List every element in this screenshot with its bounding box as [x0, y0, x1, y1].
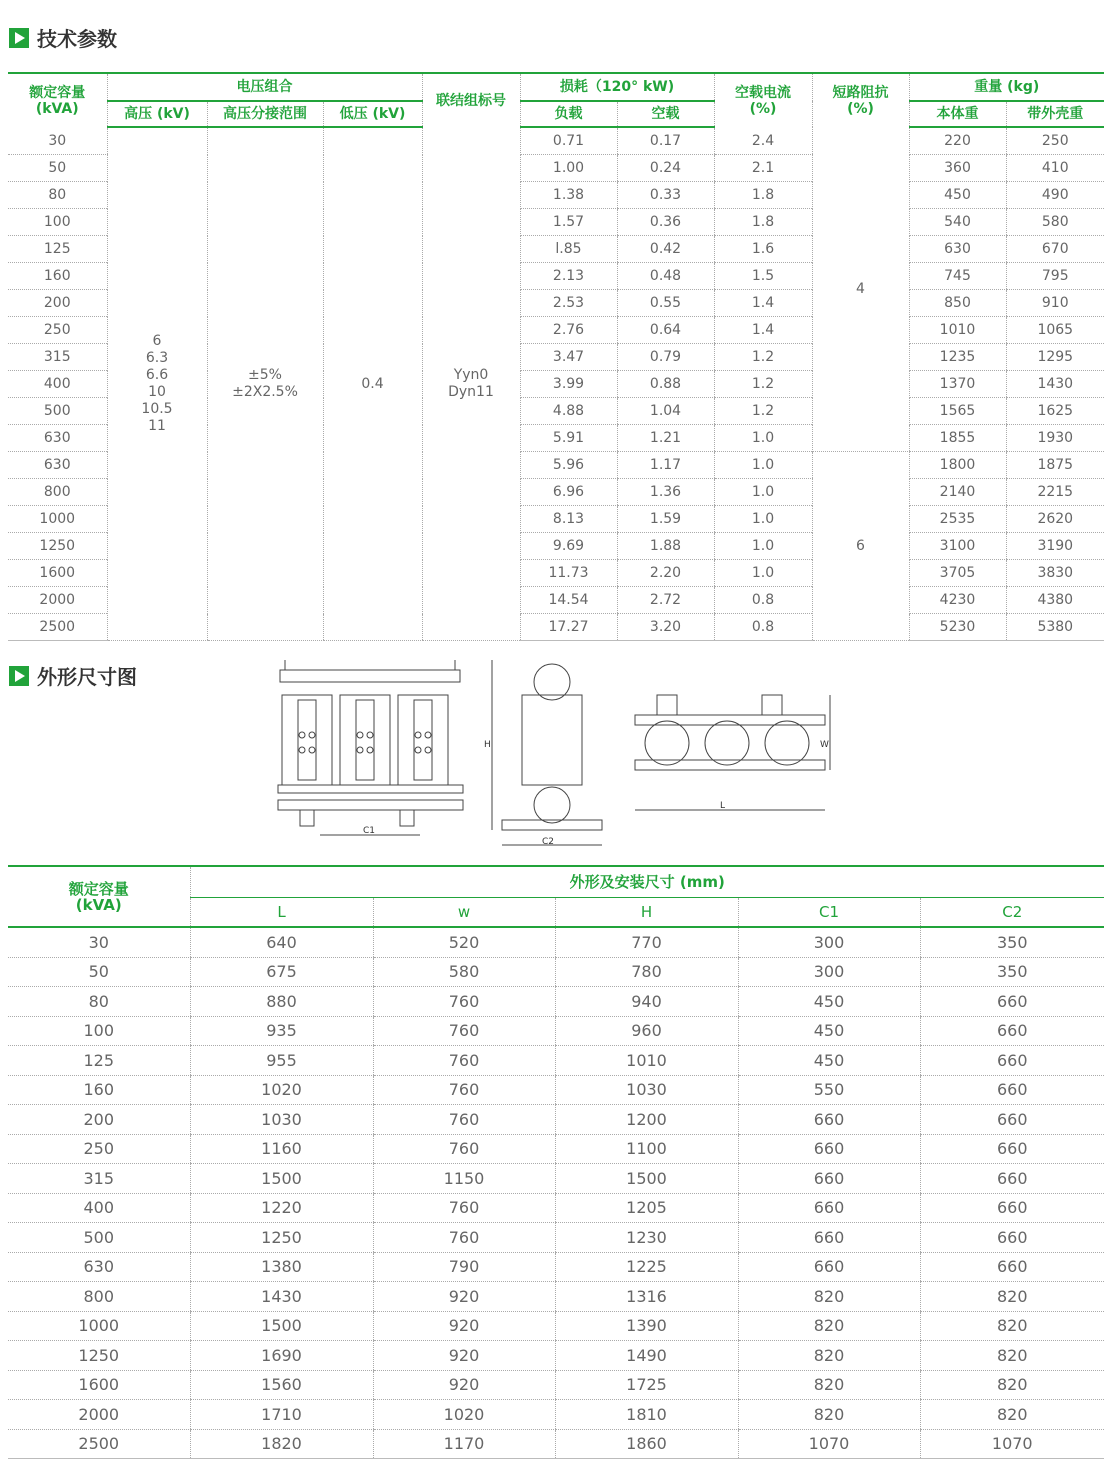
dim-L-cell: 1560 [190, 1370, 373, 1400]
dim-L-cell: 1710 [190, 1400, 373, 1430]
header-loss-group: 损耗（120° kW) [520, 73, 714, 101]
load-loss-cell: 1.38 [520, 182, 617, 209]
noload-current-cell: 1.8 [714, 209, 812, 236]
table-row [8, 1193, 1104, 1223]
shell-weight-cell: 3190 [1006, 533, 1104, 560]
dim-L-cell: 1430 [190, 1282, 373, 1312]
header-noload-current: 空载电流 (%) [714, 73, 812, 127]
body-weight-cell: 745 [909, 263, 1006, 290]
noload-current-cell: 1.0 [714, 425, 812, 452]
dim-w-cell: 760 [373, 1016, 555, 1046]
noload-current-cell: 1.4 [714, 290, 812, 317]
front-view-drawing [278, 660, 463, 835]
dim-w-cell: 790 [373, 1252, 555, 1282]
body-weight-cell: 450 [909, 182, 1006, 209]
capacity-cell: 1250 [8, 533, 107, 560]
dim-H-cell: 780 [555, 957, 738, 987]
header-noload-loss: 空载 [617, 101, 714, 127]
capacity-cell: 250 [8, 1134, 190, 1164]
body-weight-cell: 360 [909, 155, 1006, 182]
body-weight-cell: 630 [909, 236, 1006, 263]
dim-H-cell: 1725 [555, 1370, 738, 1400]
table-row [8, 1400, 1104, 1430]
dim-C1-cell: 1070 [738, 1429, 920, 1459]
transformer-outline-drawings [270, 655, 850, 855]
shell-weight-cell: 250 [1006, 127, 1104, 155]
body-weight-cell: 1800 [909, 452, 1006, 479]
noload-current-cell: 1.0 [714, 560, 812, 587]
header-capacity: 额定容量 (kVA) [8, 866, 190, 927]
body-weight-cell: 1370 [909, 371, 1006, 398]
capacity-cell: 100 [8, 1016, 190, 1046]
dim-C1-cell: 820 [738, 1341, 920, 1371]
shell-weight-cell: 1430 [1006, 371, 1104, 398]
dim-C2-cell: 660 [920, 1164, 1104, 1194]
load-loss-cell: 4.88 [520, 398, 617, 425]
noload-current-cell: 0.8 [714, 614, 812, 641]
dim-H-cell: 1200 [555, 1105, 738, 1135]
dim-L-cell: 1820 [190, 1429, 373, 1459]
load-loss-cell: 3.47 [520, 344, 617, 371]
noload-current-cell: 1.2 [714, 398, 812, 425]
dim-C1-cell: 300 [738, 957, 920, 987]
dim-H-cell: 1500 [555, 1164, 738, 1194]
capacity-cell: 500 [8, 1223, 190, 1253]
dim-w-cell: 920 [373, 1282, 555, 1312]
dim-w-cell: 580 [373, 957, 555, 987]
table-row [8, 1164, 1104, 1194]
capacity-cell: 500 [8, 398, 107, 425]
dim-C2-cell: 660 [920, 1075, 1104, 1105]
noload-loss-cell: 0.36 [617, 209, 714, 236]
dim-C2-cell: 660 [920, 987, 1104, 1017]
dim-C2-cell: 660 [920, 1016, 1104, 1046]
body-weight-cell: 3100 [909, 533, 1006, 560]
noload-current-cell: 1.2 [714, 371, 812, 398]
dim-C1-cell: 660 [738, 1105, 920, 1135]
capacity-cell: 630 [8, 452, 107, 479]
dim-C2-cell: 820 [920, 1400, 1104, 1430]
body-weight-cell: 1855 [909, 425, 1006, 452]
body-weight-cell: 4230 [909, 587, 1006, 614]
play-triangle-icon [9, 28, 29, 48]
dim-C2-cell: 660 [920, 1105, 1104, 1135]
dim-C2-cell: 820 [920, 1370, 1104, 1400]
shell-weight-cell: 1930 [1006, 425, 1104, 452]
shell-weight-cell: 1625 [1006, 398, 1104, 425]
noload-current-cell: 1.0 [714, 479, 812, 506]
dim-label-w: W [820, 740, 829, 750]
shell-weight-cell: 795 [1006, 263, 1104, 290]
table-row [8, 1370, 1104, 1400]
noload-current-cell: 1.0 [714, 533, 812, 560]
dim-H-cell: 1810 [555, 1400, 738, 1430]
dim-C1-cell: 550 [738, 1075, 920, 1105]
capacity-cell: 630 [8, 1252, 190, 1282]
dim-C2-cell: 660 [920, 1223, 1104, 1253]
header-body-weight: 本体重 [909, 101, 1006, 127]
side-view-drawing [492, 660, 602, 845]
table-row [8, 987, 1104, 1017]
capacity-cell: 1000 [8, 506, 107, 533]
body-weight-cell: 850 [909, 290, 1006, 317]
capacity-cell: 100 [8, 209, 107, 236]
header-L: L [190, 898, 373, 928]
section-title-dimensions [9, 661, 137, 690]
table-row [8, 957, 1104, 987]
noload-current-cell: 1.2 [714, 344, 812, 371]
table-row [8, 1075, 1104, 1105]
capacity-cell: 1600 [8, 1370, 190, 1400]
body-weight-cell: 5230 [909, 614, 1006, 641]
capacity-cell: 800 [8, 1282, 190, 1312]
dim-L-cell: 675 [190, 957, 373, 987]
dim-w-cell: 520 [373, 927, 555, 957]
header-dims-group: 外形及安装尺寸 (mm) [190, 866, 1104, 898]
lv-value-cell: 0.4 [323, 127, 422, 641]
noload-loss-cell: 0.79 [617, 344, 714, 371]
load-loss-cell: l.85 [520, 236, 617, 263]
shell-weight-cell: 3830 [1006, 560, 1104, 587]
body-weight-cell: 3705 [909, 560, 1006, 587]
noload-loss-cell: 1.21 [617, 425, 714, 452]
body-weight-cell: 220 [909, 127, 1006, 155]
dim-C2-cell: 820 [920, 1282, 1104, 1312]
dim-w-cell: 920 [373, 1311, 555, 1341]
load-loss-cell: 5.96 [520, 452, 617, 479]
dim-L-cell: 1030 [190, 1105, 373, 1135]
dim-w-cell: 760 [373, 1223, 555, 1253]
table-row [8, 1223, 1104, 1253]
dim-H-cell: 1230 [555, 1223, 738, 1253]
load-loss-cell: 8.13 [520, 506, 617, 533]
capacity-cell: 50 [8, 957, 190, 987]
dim-C1-cell: 820 [738, 1282, 920, 1312]
dim-w-cell: 760 [373, 987, 555, 1017]
header-H: H [555, 898, 738, 928]
capacity-cell: 30 [8, 927, 190, 957]
dim-C2-cell: 820 [920, 1341, 1104, 1371]
tech-params-table [8, 72, 1104, 641]
noload-loss-cell: 1.17 [617, 452, 714, 479]
dim-H-cell: 1010 [555, 1046, 738, 1076]
dim-label-l: L [720, 801, 726, 811]
dim-L-cell: 1380 [190, 1252, 373, 1282]
load-loss-cell: 11.73 [520, 560, 617, 587]
dim-label-c2: C2 [542, 837, 555, 847]
table-row [8, 1046, 1104, 1076]
load-loss-cell: 9.69 [520, 533, 617, 560]
load-loss-cell: 3.99 [520, 371, 617, 398]
load-loss-cell: 14.54 [520, 587, 617, 614]
shell-weight-cell: 1295 [1006, 344, 1104, 371]
dim-C2-cell: 660 [920, 1134, 1104, 1164]
header-hv: 高压 (kV) [107, 101, 207, 127]
dim-H-cell: 1316 [555, 1282, 738, 1312]
table-row [8, 1341, 1104, 1371]
shell-weight-cell: 4380 [1006, 587, 1104, 614]
dim-w-cell: 1150 [373, 1164, 555, 1194]
dim-w-cell: 920 [373, 1370, 555, 1400]
body-weight-cell: 1565 [909, 398, 1006, 425]
dim-C2-cell: 1070 [920, 1429, 1104, 1459]
body-weight-cell: 1010 [909, 317, 1006, 344]
dim-L-cell: 1250 [190, 1223, 373, 1253]
load-loss-cell: 6.96 [520, 479, 617, 506]
capacity-cell: 2500 [8, 614, 107, 641]
dim-H-cell: 1490 [555, 1341, 738, 1371]
table-row [8, 927, 1104, 957]
noload-loss-cell: 1.36 [617, 479, 714, 506]
noload-current-cell: 0.8 [714, 587, 812, 614]
dim-L-cell: 1160 [190, 1134, 373, 1164]
dim-C2-cell: 660 [920, 1252, 1104, 1282]
dim-H-cell: 1030 [555, 1075, 738, 1105]
noload-current-cell: 1.6 [714, 236, 812, 263]
header-w: w [373, 898, 555, 928]
dim-C1-cell: 820 [738, 1370, 920, 1400]
dim-H-cell: 1225 [555, 1252, 738, 1282]
noload-loss-cell: 0.55 [617, 290, 714, 317]
capacity-cell: 2000 [8, 587, 107, 614]
noload-current-cell: 1.4 [714, 317, 812, 344]
header-vector-group: 联结组标号 [422, 73, 520, 127]
shell-weight-cell: 910 [1006, 290, 1104, 317]
capacity-cell: 200 [8, 1105, 190, 1135]
table-row [8, 127, 1104, 155]
dim-C1-cell: 450 [738, 1046, 920, 1076]
capacity-cell: 400 [8, 371, 107, 398]
capacity-cell: 315 [8, 344, 107, 371]
dimensions-table [8, 865, 1104, 1459]
shell-weight-cell: 670 [1006, 236, 1104, 263]
dim-L-cell: 640 [190, 927, 373, 957]
dim-L-cell: 880 [190, 987, 373, 1017]
dim-L-cell: 935 [190, 1016, 373, 1046]
noload-loss-cell: 0.42 [617, 236, 714, 263]
capacity-cell: 125 [8, 236, 107, 263]
dim-C1-cell: 660 [738, 1164, 920, 1194]
noload-current-cell: 1.8 [714, 182, 812, 209]
dim-w-cell: 760 [373, 1075, 555, 1105]
tap-range-cell: ±5% ±2X2.5% [207, 127, 323, 641]
noload-loss-cell: 2.20 [617, 560, 714, 587]
load-loss-cell: 2.13 [520, 263, 617, 290]
capacity-cell: 1250 [8, 1341, 190, 1371]
shell-weight-cell: 2215 [1006, 479, 1104, 506]
dim-H-cell: 960 [555, 1016, 738, 1046]
impedance-cell: 4 [812, 127, 909, 452]
dim-H-cell: 940 [555, 987, 738, 1017]
impedance-cell: 6 [812, 452, 909, 641]
dim-C1-cell: 820 [738, 1400, 920, 1430]
table-row [8, 1282, 1104, 1312]
body-weight-cell: 1235 [909, 344, 1006, 371]
noload-loss-cell: 1.59 [617, 506, 714, 533]
dim-H-cell: 770 [555, 927, 738, 957]
noload-loss-cell: 0.64 [617, 317, 714, 344]
capacity-cell: 2500 [8, 1429, 190, 1459]
shell-weight-cell: 580 [1006, 209, 1104, 236]
noload-current-cell: 1.0 [714, 452, 812, 479]
noload-loss-cell: 0.33 [617, 182, 714, 209]
capacity-cell: 125 [8, 1046, 190, 1076]
header-weight-group: 重量 (kg) [909, 73, 1104, 101]
dim-C1-cell: 660 [738, 1223, 920, 1253]
load-loss-cell: 2.53 [520, 290, 617, 317]
dim-label-h: H [484, 740, 491, 750]
capacity-cell: 160 [8, 263, 107, 290]
capacity-cell: 800 [8, 479, 107, 506]
load-loss-cell: 5.91 [520, 425, 617, 452]
noload-loss-cell: 1.04 [617, 398, 714, 425]
dim-label-c1: C1 [363, 826, 376, 836]
table-row [8, 1016, 1104, 1046]
dim-w-cell: 760 [373, 1046, 555, 1076]
capacity-cell: 250 [8, 317, 107, 344]
dim-w-cell: 760 [373, 1193, 555, 1223]
section-title-tech-params [9, 23, 117, 52]
dim-C1-cell: 660 [738, 1134, 920, 1164]
shell-weight-cell: 1065 [1006, 317, 1104, 344]
capacity-cell: 80 [8, 987, 190, 1017]
noload-loss-cell: 2.72 [617, 587, 714, 614]
top-view-drawing [635, 695, 830, 810]
section-title-text: 技术参数 [37, 27, 117, 51]
header-voltage-group: 电压组合 [107, 73, 422, 101]
header-lv: 低压 (kV) [323, 101, 422, 127]
noload-loss-cell: 3.20 [617, 614, 714, 641]
capacity-cell: 2000 [8, 1400, 190, 1430]
shell-weight-cell: 490 [1006, 182, 1104, 209]
dim-H-cell: 1100 [555, 1134, 738, 1164]
load-loss-cell: 2.76 [520, 317, 617, 344]
capacity-cell: 80 [8, 182, 107, 209]
noload-current-cell: 2.4 [714, 127, 812, 155]
header-impedance: 短路阻抗 (%) [812, 73, 909, 127]
dim-w-cell: 1170 [373, 1429, 555, 1459]
table-row [8, 1134, 1104, 1164]
header-tap-range: 高压分接范围 [207, 101, 323, 127]
dim-L-cell: 1020 [190, 1075, 373, 1105]
shell-weight-cell: 2620 [1006, 506, 1104, 533]
dim-C1-cell: 660 [738, 1193, 920, 1223]
dim-w-cell: 920 [373, 1341, 555, 1371]
dim-C2-cell: 350 [920, 957, 1104, 987]
noload-loss-cell: 1.88 [617, 533, 714, 560]
dim-L-cell: 1500 [190, 1311, 373, 1341]
dim-w-cell: 760 [373, 1105, 555, 1135]
section-title-text: 外形尺寸图 [37, 665, 137, 689]
shell-weight-cell: 410 [1006, 155, 1104, 182]
dim-L-cell: 1220 [190, 1193, 373, 1223]
capacity-cell: 160 [8, 1075, 190, 1105]
shell-weight-cell: 5380 [1006, 614, 1104, 641]
dim-C1-cell: 660 [738, 1252, 920, 1282]
dim-L-cell: 1690 [190, 1341, 373, 1371]
header-C2: C2 [920, 898, 1104, 928]
noload-loss-cell: 0.17 [617, 127, 714, 155]
dim-C2-cell: 660 [920, 1046, 1104, 1076]
header-shell-weight: 带外壳重 [1006, 101, 1104, 127]
body-weight-cell: 2140 [909, 479, 1006, 506]
table-row [8, 1252, 1104, 1282]
capacity-cell: 1000 [8, 1311, 190, 1341]
dim-C2-cell: 660 [920, 1193, 1104, 1223]
header-capacity: 额定容量 (kVA) [29, 84, 86, 117]
capacity-cell: 30 [8, 127, 107, 155]
body-weight-cell: 2535 [909, 506, 1006, 533]
capacity-cell: 400 [8, 1193, 190, 1223]
play-triangle-icon [9, 666, 29, 686]
capacity-cell: 315 [8, 1164, 190, 1194]
dim-C2-cell: 350 [920, 927, 1104, 957]
vector-group-cell: Yyn0 Dyn11 [422, 127, 520, 641]
dim-L-cell: 1500 [190, 1164, 373, 1194]
dim-H-cell: 1390 [555, 1311, 738, 1341]
dim-C2-cell: 820 [920, 1311, 1104, 1341]
dim-C1-cell: 450 [738, 1016, 920, 1046]
header-load-loss: 负载 [520, 101, 617, 127]
capacity-cell: 630 [8, 425, 107, 452]
load-loss-cell: 17.27 [520, 614, 617, 641]
load-loss-cell: 1.57 [520, 209, 617, 236]
noload-loss-cell: 0.24 [617, 155, 714, 182]
capacity-cell: 50 [8, 155, 107, 182]
header-C1: C1 [738, 898, 920, 928]
noload-loss-cell: 0.48 [617, 263, 714, 290]
table-row [8, 1311, 1104, 1341]
dim-C1-cell: 300 [738, 927, 920, 957]
dim-L-cell: 955 [190, 1046, 373, 1076]
dim-C1-cell: 820 [738, 1311, 920, 1341]
load-loss-cell: 0.71 [520, 127, 617, 155]
dim-C1-cell: 450 [738, 987, 920, 1017]
load-loss-cell: 1.00 [520, 155, 617, 182]
table-row [8, 1105, 1104, 1135]
dim-w-cell: 1020 [373, 1400, 555, 1430]
body-weight-cell: 540 [909, 209, 1006, 236]
shell-weight-cell: 1875 [1006, 452, 1104, 479]
noload-current-cell: 1.5 [714, 263, 812, 290]
noload-current-cell: 2.1 [714, 155, 812, 182]
noload-loss-cell: 0.88 [617, 371, 714, 398]
dim-H-cell: 1860 [555, 1429, 738, 1459]
capacity-cell: 200 [8, 290, 107, 317]
capacity-cell: 1600 [8, 560, 107, 587]
table-row [8, 1429, 1104, 1459]
dim-w-cell: 760 [373, 1134, 555, 1164]
hv-values-cell: 6 6.3 6.6 10 10.5 11 [107, 127, 207, 641]
noload-current-cell: 1.0 [714, 506, 812, 533]
dim-H-cell: 1205 [555, 1193, 738, 1223]
